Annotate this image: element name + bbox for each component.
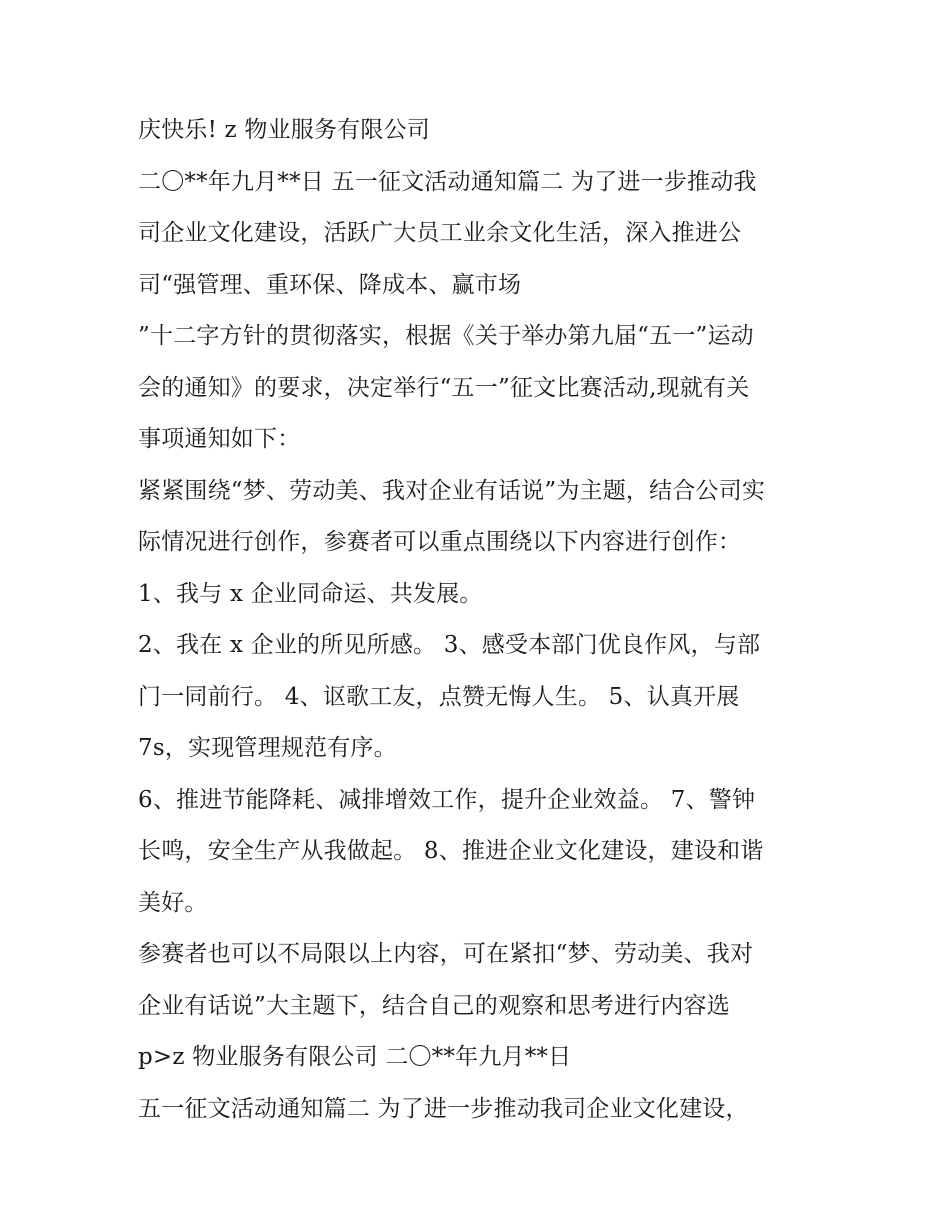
- text-line: 美好。: [138, 889, 208, 916]
- text-line: p>z 物业服务有限公司 二〇**年九月**日: [138, 1044, 572, 1070]
- text-line: 长鸣，安全生产从我做起。 8、推进企业文化建设，建设和谐: [138, 838, 764, 864]
- text-line: 司企业文化建设，活跃广大员工业余文化生活，深入推进公: [138, 220, 742, 246]
- text-line: 司“强管理、重环保、降成本、赢市场: [138, 271, 522, 298]
- text-line: 会的通知》的要求，决定举行“五一”征文比赛活动,现就有关: [138, 374, 750, 401]
- text-line: 企业有话说”大主题下，结合自己的观察和思考进行内容选: [138, 992, 730, 1019]
- text-line: 五一征文活动通知篇二 为了进一步推动我司企业文化建设，: [138, 1095, 749, 1122]
- text-line: 门一同前行。 4、讴歌工友，点赞无悔人生。 5、认真开展: [138, 683, 740, 710]
- text-line: 6、推进节能降耗、减排增效工作，提升企业效益。 7、警钟: [138, 786, 756, 813]
- text-line: 事项通知如下：: [138, 426, 301, 452]
- text-line: 二〇**年九月**日 五一征文活动通知篇二 为了进一步推动我: [138, 168, 757, 195]
- text-line: ”十二字方针的贯彻落实，根据《关于举办第九届“五一”运动: [138, 323, 754, 349]
- text-line: 参赛者也可以不局限以上内容，可在紧扣“梦、劳动美、我对: [138, 941, 754, 967]
- document-body: [138, 110, 818, 1140]
- text-line: 际情况进行创作，参赛者可以重点围绕以下内容进行创作：: [138, 529, 742, 555]
- text-line: 紧紧围绕“梦、劳动美、我对企业有话说”为主题，结合公司实: [138, 477, 766, 504]
- text-line: 庆快乐! z 物业服务有限公司: [138, 117, 430, 143]
- text-line: 1、我与 x 企业同命运、共发展。: [138, 580, 483, 607]
- text-line: 2、我在 x 企业的所见所感。 3、感受本部门优良作风，与部: [138, 632, 761, 658]
- text-line: 7s，实现管理规范有序。: [138, 735, 397, 761]
